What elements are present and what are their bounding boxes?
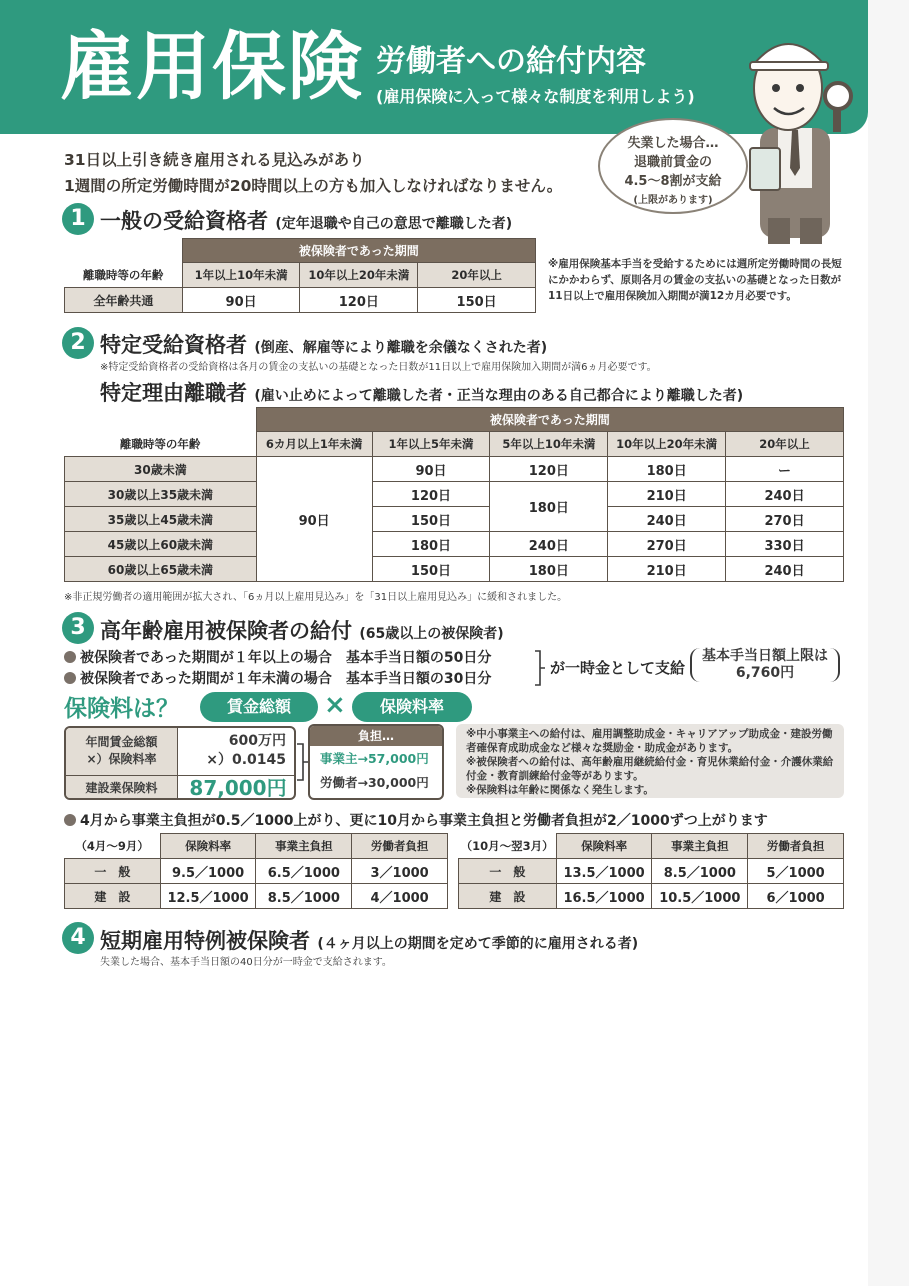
bubble-line-4: (上限があります): [633, 195, 713, 206]
table-cell: 5／1000: [748, 859, 844, 884]
section-1-number: 1: [62, 203, 94, 235]
section-1-side-note: ※雇用保険基本手当を受給するためには週所定労働時間の長短にかかわらず、原則各月の賃金の支払いの基礎となった日数が11日以上で雇用保険加入期間が満12カ月必要です。: [548, 258, 842, 302]
section-4-paren: (４ヶ月以上の期間を定めて季節的に雇用される者): [317, 936, 639, 952]
table-cell: 210日: [608, 482, 726, 507]
col-header: 20年以上: [726, 432, 844, 457]
section-2-note: ※特定受給資格者の受給資格は各月の賃金の支払いの基礎となった日数が11日以上で雇用保険加入期間が満6ヵ月必要です。: [100, 362, 657, 373]
table-cell: 90日: [372, 457, 490, 482]
row-label: 建 設: [459, 884, 557, 909]
col-header: 労働者負担: [352, 834, 448, 859]
row-label: 45歳以上60歳未満: [65, 532, 257, 557]
col-header: 事業主負担: [256, 834, 352, 859]
burden-worker: 労働者→30,000円: [320, 775, 429, 790]
section-3-title-text: 高年齢雇用被保険者の給付: [100, 619, 352, 643]
section-3-bullet-1: [64, 647, 491, 667]
table-cell: 330日: [726, 532, 844, 557]
calc-value-2: ×）0.0145: [206, 752, 286, 768]
burden-header: 負担…: [310, 726, 442, 746]
period-label: （4月〜9月）: [75, 838, 149, 853]
row-header: 離職時等の年齢: [119, 436, 201, 451]
calc-values: [178, 728, 296, 776]
premium-calc-box: [64, 726, 296, 800]
rate-pill: 保険料率: [352, 692, 472, 722]
intro-line-1: 31日以上引き続き雇用される見込みがあり: [64, 151, 365, 169]
table-cell: 120日: [300, 288, 418, 313]
section-2-title2-text: 特定理由離職者: [100, 381, 247, 405]
section-2-paren: (倒産、解雇等により離職を余儀なくされた者): [254, 340, 548, 356]
row-label: 60歳以上65歳未満: [65, 557, 257, 582]
col-header: 6カ月以上1年未満: [256, 432, 372, 457]
page-subtitle-note: (雇用保険に入って様々な制度を利用しよう): [376, 87, 695, 106]
table-cell: 150日: [372, 507, 490, 532]
table-cell: 120日: [372, 482, 490, 507]
section-2-title-2: [100, 377, 743, 407]
table-cell: 180日: [372, 532, 490, 557]
table-cell-merged: 90日: [256, 457, 372, 582]
section-2-table: [64, 407, 844, 582]
col-header: 20年以上: [418, 263, 536, 288]
bubble-line-2: 退職前賃金の: [633, 155, 712, 170]
table-cell: 240日: [726, 557, 844, 582]
table-cell: 12.5／1000: [160, 884, 256, 909]
table-cell: 120日: [490, 457, 608, 482]
section-3-limit: [690, 648, 840, 682]
section-2-title-text: 特定受給資格者: [100, 333, 247, 357]
table-cell: 13.5／1000: [556, 859, 652, 884]
calc-labels: [66, 728, 178, 776]
row-label: 35歳以上45歳未満: [65, 507, 257, 532]
table-cell: 270日: [608, 532, 726, 557]
section-3-paren: (65歳以上の被保険者): [359, 626, 504, 642]
page-subtitle: 労働者への給付内容: [376, 44, 646, 79]
table-cell: ー: [726, 457, 844, 482]
section-1-table: [64, 238, 536, 313]
section-2-paren-2: (雇い止めによって離職した者・正当な理由のある自己都合により離職した者): [254, 388, 744, 404]
table-cell: 8.5／1000: [256, 884, 352, 909]
table-cell: 8.5／1000: [652, 859, 748, 884]
intro-line-2: 1週間の所定労働時間が20時間以上の方も加入しなければなりません。: [64, 177, 563, 195]
premium-note-2: ※被保険者への給付は、高年齢雇用継続給付金・育児休業給付金・介護休業給付金・教育訓練給付金等があります。: [466, 756, 834, 782]
bullet-text: 被保険者であった期間が１年未満の場合 基本手当日額の30日分: [80, 671, 492, 687]
times-icon: ×: [324, 690, 346, 720]
table-cell: 4／1000: [352, 884, 448, 909]
table-cell: 90日: [182, 288, 300, 313]
section-4-number: 4: [62, 922, 94, 954]
section-4-title: [100, 925, 638, 955]
section-4-note: 失業した場合、基本手当日額の40日分が一時金で支給されます。: [100, 957, 392, 968]
worker-character-icon: [740, 18, 865, 248]
page-title: 雇用保険: [60, 24, 364, 110]
header-banner: [0, 0, 868, 134]
premium-note-3: ※保険料は年齢に関係なく発生します。: [466, 784, 654, 796]
section-3-lump: が一時金として支給: [550, 659, 686, 677]
row-label: 建 設: [65, 884, 161, 909]
rates-headline-text: 4月から事業主負担が0.5／1000上がり、更に10月から事業主負担と労働者負担が2／1000ずつ上がります: [80, 813, 768, 829]
bullet-text: 被保険者であった期間が１年以上の場合 基本手当日額の50日分: [80, 650, 492, 666]
table-cell: 6.5／1000: [256, 859, 352, 884]
bullet-dot-icon: [64, 672, 76, 684]
burden-employer: 事業主→57,000円: [320, 751, 429, 766]
table-cell: 180日: [608, 457, 726, 482]
table-cell: 16.5／1000: [556, 884, 652, 909]
table-cell: 10.5／1000: [652, 884, 748, 909]
bracket-icon: [534, 650, 546, 686]
col-header: 10年以上20年未満: [608, 432, 726, 457]
period-header: 被保険者であった期間: [182, 239, 535, 263]
bullet-dot-icon: [64, 814, 76, 826]
table-cell: 210日: [608, 557, 726, 582]
section-2-number: 2: [62, 327, 94, 359]
section-2-footnote: ※非正規労働者の適用範囲が拡大され、「6ヵ月以上雇用見込み」を「31日以上雇用見込み」に緩和されました。: [64, 592, 568, 603]
section-3-bullet-2: [64, 668, 491, 688]
calc-total: 87,000円: [189, 776, 287, 800]
table-cell: 270日: [726, 507, 844, 532]
rates-table-apr-sep: [64, 833, 448, 909]
section-3-title: [100, 615, 504, 645]
col-header: 事業主負担: [652, 834, 748, 859]
table-cell: 180日: [490, 557, 608, 582]
rates-headline: [64, 810, 768, 830]
wage-total-pill: 賃金総額: [200, 692, 318, 722]
section-3-number: 3: [62, 612, 94, 644]
period-header: 被保険者であった期間: [256, 408, 843, 432]
row-label: 一 般: [459, 859, 557, 884]
table-cell-merged: 180日: [490, 482, 608, 532]
premium-question: 保険料は？: [64, 696, 179, 722]
section-1-title-text: 一般の受給資格者: [100, 209, 268, 233]
table-cell: 150日: [418, 288, 536, 313]
section-4-title-text: 短期雇用特例被保険者: [100, 929, 310, 953]
bullet-dot-icon: [64, 651, 76, 663]
section-2-title: [100, 329, 547, 359]
col-header: 10年以上20年未満: [300, 263, 418, 288]
col-header: 1年以上10年未満: [182, 263, 300, 288]
calc-label-3: 建設業保険料: [66, 776, 178, 800]
table-blank: [65, 239, 183, 263]
section-1-paren: (定年退職や自己の意思で離職した者): [275, 216, 513, 232]
row-label: 全年齢共通: [65, 288, 183, 313]
rates-table-oct-mar: [458, 833, 844, 909]
intro-text: [64, 147, 562, 199]
right-margin: [868, 0, 909, 1286]
col-header: 1年以上5年未満: [372, 432, 490, 457]
section-1-title: [100, 205, 512, 235]
premium-note-1: ※中小事業主への給付は、雇用調整助成金・キャリアアップ助成金・建設労働者確保育成助成金など様々な奨励金・助成金があります。: [466, 728, 833, 754]
table-cell: 9.5／1000: [160, 859, 256, 884]
calc-label-1: 年間賃金総額: [85, 735, 158, 749]
period-label: （10月〜翌3月）: [460, 838, 554, 853]
row-label: 30歳以上35歳未満: [65, 482, 257, 507]
bubble-line-1: 失業した場合…: [627, 136, 719, 151]
table-cell: 240日: [726, 482, 844, 507]
bubble-line-3: 4.5〜8割が支給: [624, 174, 722, 189]
limit-line-2: 6,760円: [735, 665, 795, 681]
premium-notes: [456, 724, 844, 798]
col-header: 5年以上10年未満: [490, 432, 608, 457]
speech-bubble: [598, 118, 748, 214]
col-header: 保険料率: [556, 834, 652, 859]
table-cell: 240日: [490, 532, 608, 557]
calc-label-2: ×）保険料率: [86, 752, 157, 766]
calc-value-1: 600万円: [228, 733, 286, 749]
row-header: 離職時等の年齢: [82, 267, 164, 282]
row-label: 30歳未満: [65, 457, 257, 482]
col-header: 労働者負担: [748, 834, 844, 859]
burden-box: [308, 724, 444, 800]
table-blank: [65, 408, 257, 432]
row-label: 一 般: [65, 859, 161, 884]
table-cell: 150日: [372, 557, 490, 582]
table-cell: 240日: [608, 507, 726, 532]
table-cell: 3／1000: [352, 859, 448, 884]
table-cell: 6／1000: [748, 884, 844, 909]
limit-line-1: 基本手当日額上限は: [702, 648, 828, 664]
col-header: 保険料率: [160, 834, 256, 859]
